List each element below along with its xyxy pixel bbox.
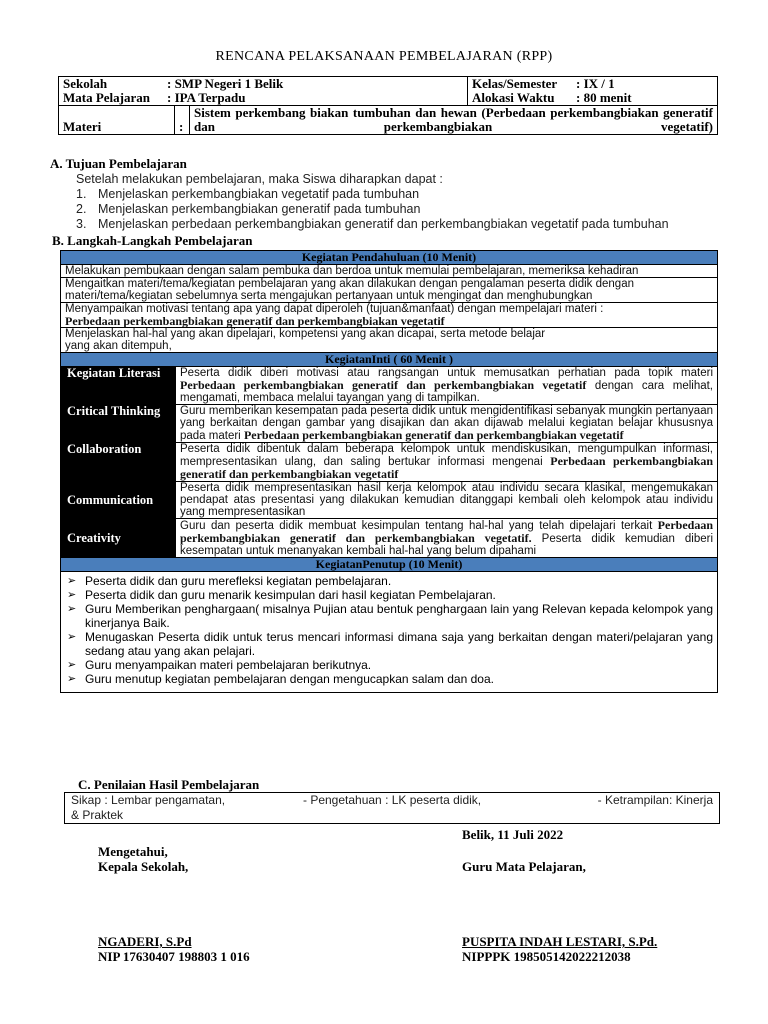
kepala-title: Kepala Sekolah,	[98, 859, 189, 874]
pendahuluan-row: Menyampaikan motivasi tentang apa yang dapat diperoleh (tujuan&manfaat) dengan mempelajari materi : Perbedaan perkembangbiakan generatif dan perkembangbiakan vegetatif	[61, 303, 718, 328]
collaboration-text: Peserta didik dibentuk dalam beberapa kelompok untuk mendiskusikan, mengumpulkan informasi, mempresentasikan ulang, dan saling bertukar informasi mengenai Perbedaan perkembangbiakan generatif dan perkembangbiakan vegetatif	[176, 443, 718, 482]
materi-colon: :	[175, 106, 190, 134]
pendahuluan-row: Menjelaskan hal-hal yang akan dipelajari, kompetensi yang akan dicapai, serta metode belajar yang akan ditempuh,	[61, 328, 718, 353]
penilaian-cell	[65, 793, 720, 824]
langkah-table	[60, 250, 718, 693]
pendahuluan-row: Melakukan pembukaan dengan salam pembuka dan berdoa untuk memulai pembelajaran, memeriksa kehadiran	[61, 265, 718, 278]
communication-label: Communication	[61, 482, 176, 519]
mapel-value: : IPA Terpadu	[167, 90, 246, 105]
langkah-heading: B. Langkah-Langkah Pembelajaran	[52, 233, 253, 248]
list-item: ➢ Menugaskan Peserta didik untuk terus mencari informasi dimana saja yang berkaitan dengan materi/pelajaran yang sedang atau yang akan pelajari.	[67, 630, 713, 658]
tujuan-item: 3. Menjelaskan perbedaan perkembangbiakan generatif dan perkembangbiakan vegetatif pada tumbuhan	[76, 217, 669, 231]
pendahuluan-header: Kegiatan Pendahuluan (10 Menit)	[61, 251, 718, 265]
tujuan-item: 2. Menjelaskan perkembangbiakan generatif pada tumbuhan	[76, 202, 421, 216]
kelas-value: : IX / 1	[576, 76, 615, 91]
inti-header: KegiatanInti ( 60 Menit )	[61, 353, 718, 367]
sikap-text: Sikap : Lembar pengamatan,	[71, 793, 226, 807]
mapel-label: Mata Pelajaran	[63, 90, 151, 105]
creativity-label: Creativity	[61, 519, 176, 558]
identity-left-cell	[59, 77, 468, 106]
tujuan-section	[50, 156, 669, 232]
guru-name: PUSPITA INDAH LESTARI, S.Pd.	[462, 934, 658, 949]
kepala-nip: NIP 17630407 198803 1 016	[98, 949, 250, 964]
penilaian-heading: C. Penilaian Hasil Pembelajaran	[78, 777, 260, 792]
list-item: ➢ Guru Memberikan penghargaan( misalnya Pujian atau bentuk penghargaan lain yang Relevan kepada kelompok yang kinerjanya Baik.	[67, 602, 713, 630]
tujuan-heading: A. Tujuan Pembelajaran	[50, 156, 187, 171]
document-title: RENCANA PELAKSANAAN PEMBELAJARAN (RPP)	[215, 49, 553, 64]
literasi-text: Peserta didik diberi motivasi atau rangsangan untuk memusatkan perhatian pada topik materi Perbedaan perkembangbiakan generatif dan perkembangbiakan vegetatif dengan cara melihat, mengamati, membaca melalui tayangan yang di tampilkan.	[176, 367, 718, 405]
kelas-label: Kelas/Semester	[472, 76, 558, 91]
pengetahuan-text: - Pengetahuan : LK peserta didik,	[303, 793, 482, 807]
place-date: Belik, 11 Juli 2022	[462, 827, 564, 842]
list-item: ➢ Guru menyampaikan materi pembelajaran berikutnya.	[67, 658, 713, 672]
literasi-label: Kegiatan Literasi	[61, 367, 176, 405]
penilaian-table	[64, 792, 720, 824]
communication-text: Peserta didik mempresentasikan hasil kerja kelompok atau individu secara klasikal, mengemukakan pendapat atas presentasi yang dilakukan kemudian ditanggapi kembali oleh kelompok atau individu yang mempresentasikan	[176, 482, 718, 519]
penutup-list	[65, 574, 713, 686]
critical-text: Guru memberikan kesempatan pada peserta didik untuk mengidentifikasi sebanyak mungkin pertanyaan yang berkaitan dengan gambar yang disajikan dan akan dijawab melalui kegiatan belajar khususnya pada materi Perbedaan perkembangbiakan generatif dan perkembangbiakan vegetatif	[176, 405, 718, 443]
tujuan-intro: Setelah melakukan pembelajaran, maka Siswa diharapkan dapat :	[76, 172, 443, 186]
kepala-name: NGADERI, S.Pd	[98, 934, 192, 949]
creativity-text: Guru dan peserta didik membuat kesimpulan tentang hal-hal yang telah dipelajari terkait Perbedaan perkembangbiakan generatif dan perkembangbiakan vegetatif. Peserta didik kemudian diberi kesempatan untuk menanyakan kembali hal-hal yang belum dipahami	[176, 519, 718, 558]
mengetahui-text: Mengetahui,	[98, 844, 168, 859]
materi-label: Materi	[59, 106, 175, 134]
penutup-list-cell	[61, 572, 718, 693]
praktek-text: & Praktek	[71, 808, 124, 822]
identity-table	[58, 76, 718, 135]
pendahuluan-row: Mengaitkan materi/tema/kegiatan pembelajaran yang akan dilakukan dengan pengalaman peserta didik dengan materi/tema/kegiatan sebelumnya serta mengajukan pertanyaan untuk mengingat dan menghubungkan	[61, 278, 718, 303]
sekolah-label: Sekolah	[63, 76, 108, 91]
keterampilan-text: - Ketrampilan: Kinerja	[597, 793, 713, 807]
alokasi-value: : 80 menit	[576, 90, 632, 105]
penutup-header: KegiatanPenutup (10 Menit)	[61, 558, 718, 572]
guru-nip: NIPPPK 198505142022212038	[462, 949, 631, 964]
materi-value: Sistem perkembang biakan tumbuhan dan hewan (Perbedaan perkembangbiakan generatif dan perkembangbiakan vegetatif)	[194, 105, 713, 134]
sekolah-value: : SMP Negeri 1 Belik	[167, 76, 284, 91]
guru-title: Guru Mata Pelajaran,	[462, 859, 586, 874]
materi-row	[59, 106, 718, 135]
critical-label: Critical Thinking	[61, 405, 176, 443]
list-item: ➢ Peserta didik dan guru merefleksi kegiatan pembelajaran.	[67, 574, 713, 588]
collaboration-label: Collaboration	[61, 443, 176, 482]
identity-right-cell	[468, 77, 718, 106]
alokasi-label: Alokasi Waktu	[472, 90, 555, 105]
list-item: ➢ Guru menutup kegiatan pembelajaran dengan mengucapkan salam dan doa.	[67, 672, 713, 686]
list-item: ➢ Peserta didik dan guru menarik kesimpulan dari hasil kegiatan Pembelajaran.	[67, 588, 713, 602]
tujuan-item: 1. Menjelaskan perkembangbiakan vegetatif pada tumbuhan	[76, 187, 420, 201]
